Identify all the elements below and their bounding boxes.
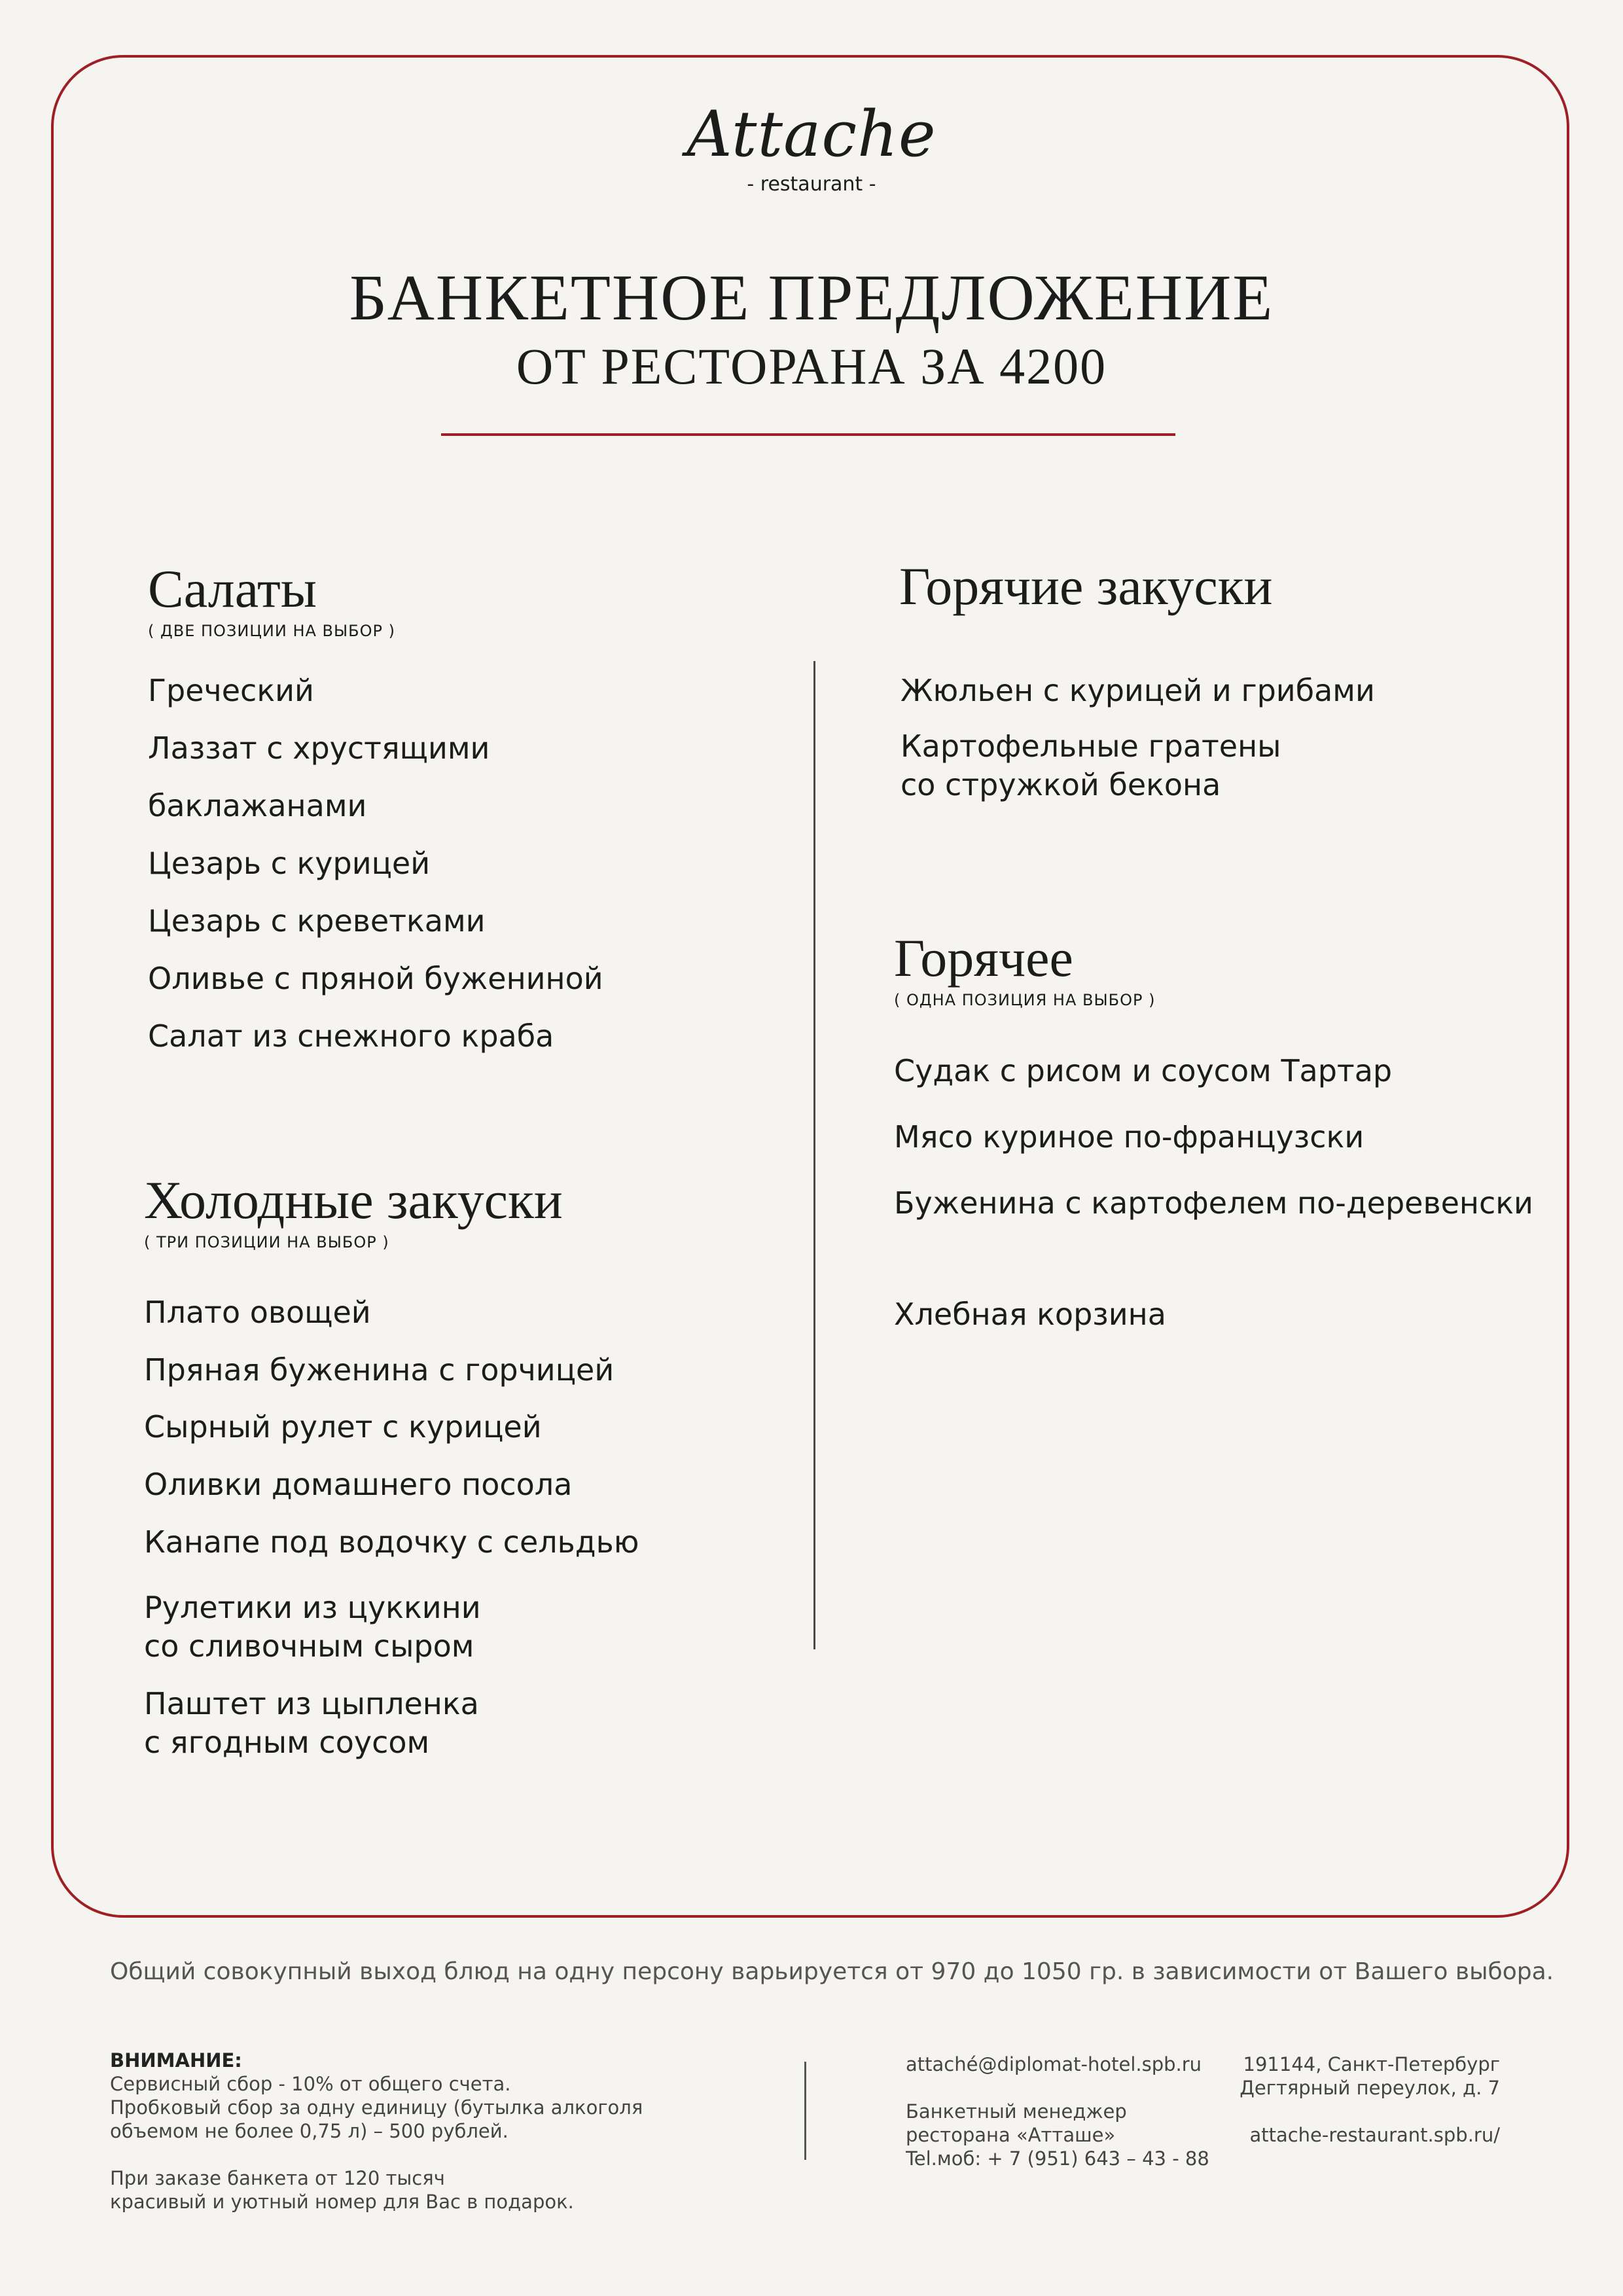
hot-starters-section (899, 555, 1273, 618)
list-item: Пряная буженина с горчицей (144, 1352, 615, 1388)
list-item: Картофельные гратены (901, 728, 1281, 764)
email-link[interactable]: attaché@diplomat-hotel.spb.ru (906, 2053, 1202, 2075)
list-item: Жюльен с курицей и грибами (901, 673, 1375, 708)
title-divider (441, 433, 1175, 436)
list-item: Буженина с картофелем по-деревенски (894, 1185, 1533, 1221)
total-weight-note: Общий совокупный выход блюд на одну персону варьируется от 970 до 1050 гр. в зависимости от Вашего выбора. (110, 1958, 1554, 1985)
list-item: Канапе под водочку с сельдью (144, 1524, 639, 1560)
list-item: Сырный рулет с курицей (144, 1409, 542, 1444)
list-item: Оливье с пряной бужениной (148, 961, 603, 996)
list-item: Паштет из цыпленка (144, 1686, 479, 1721)
gift-line: красивый и уютный номер для Вас в подарок. (110, 2191, 574, 2213)
list-item: Рулетики из цуккини (144, 1590, 481, 1625)
list-item: Салат из снежного краба (148, 1018, 554, 1054)
phone-link[interactable]: Tel.моб: + 7 (951) 643 – 43 - 88 (906, 2147, 1209, 2170)
list-item: Лаззат с хрустящими (148, 730, 490, 766)
hot-note: ( ОДНА ПОЗИЦИЯ НА ВЫБОР ) (894, 991, 1156, 1009)
page-subtitle: ОТ РЕСТОРАНА ЗА 4200 (516, 338, 1107, 395)
logo-wordmark: Attache (687, 98, 936, 171)
contact-block (906, 2053, 1209, 2170)
list-item: Греческий (148, 673, 314, 708)
attache-logo (654, 98, 969, 196)
website-link[interactable]: attache-restaurant.spb.ru/ (1249, 2124, 1500, 2146)
hot-starters-title: Горячие закуски (899, 556, 1273, 616)
list-item: Судак с рисом и соусом Тартар (894, 1053, 1393, 1088)
attention-title: ВНИМАНИЕ: (110, 2049, 242, 2072)
manager-line: ресторана «Атташе» (906, 2124, 1116, 2146)
manager-line: Банкетный менеджер (906, 2100, 1127, 2123)
list-item: со стружкой бекона (901, 767, 1221, 802)
bread-basket: Хлебная корзина (894, 1297, 1166, 1332)
hot-title: Горячее (894, 928, 1073, 988)
salads-title: Салаты (148, 559, 317, 619)
cold-starters-title: Холодные закуски (144, 1170, 563, 1230)
address-block (1240, 2053, 1500, 2147)
attention-block (110, 2049, 643, 2214)
list-item: Оливки домашнего посола (144, 1467, 573, 1502)
list-item: Цезарь с курицей (148, 846, 431, 881)
cold-starters-section (144, 1169, 563, 1251)
page-title: БАНКЕТНОЕ ПРЕДЛОЖЕНИЕ (349, 261, 1274, 334)
logo-subtitle: - restaurant - (747, 173, 876, 196)
salads-note: ( ДВЕ ПОЗИЦИИ НА ВЫБОР ) (148, 622, 395, 640)
salads-section (148, 558, 395, 640)
list-item: баклажанами (148, 788, 367, 823)
address-line: 191144, Санкт-Петербург (1243, 2053, 1500, 2075)
list-item: Плато овощей (144, 1295, 371, 1330)
list-item: со сливочным сыром (144, 1628, 474, 1664)
gift-line: При заказе банкета от 120 тысяч (110, 2167, 445, 2189)
column-divider (813, 661, 815, 1649)
hot-section (894, 927, 1155, 1009)
list-item: Мясо куриное по-французски (894, 1119, 1364, 1155)
cold-starters-note: ( ТРИ ПОЗИЦИИ НА ВЫБОР ) (144, 1233, 389, 1251)
list-item: Цезарь с креветками (148, 903, 486, 939)
attention-line: Сервисный сбор - 10% от общего счета. (110, 2073, 511, 2095)
attention-line: объемом не более 0,75 л) – 500 рублей. (110, 2120, 508, 2142)
address-line: Дегтярный переулок, д. 7 (1240, 2077, 1500, 2099)
attention-line: Пробковый сбор за одну единицу (бутылка алкоголя (110, 2096, 643, 2119)
footer-divider (804, 2062, 806, 2160)
list-item: с ягодным соусом (144, 1725, 430, 1760)
